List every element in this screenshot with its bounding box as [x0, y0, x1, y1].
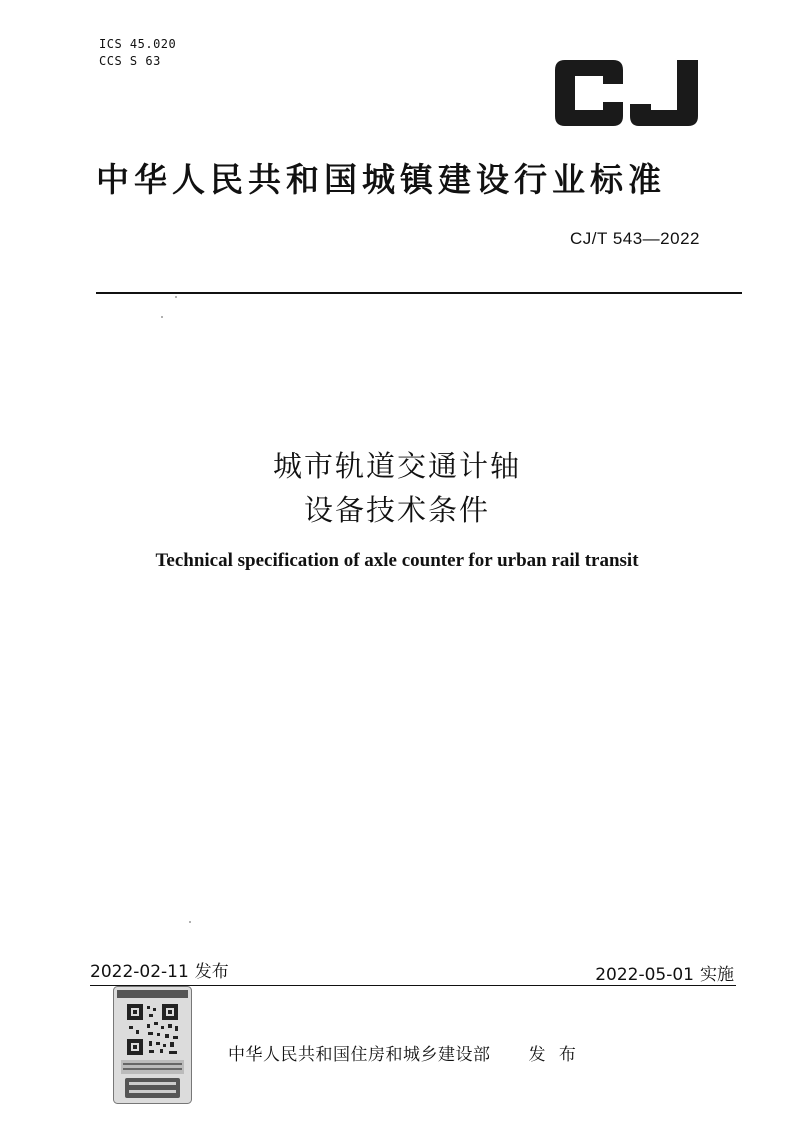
- title-zh-line1: 城市轨道交通计轴: [272, 449, 521, 483]
- scan-speck: [161, 316, 163, 318]
- issue-date: 2022-02-11: [90, 962, 189, 982]
- scan-speck: [189, 921, 191, 923]
- issue-date-block: [90, 957, 229, 982]
- ccs-code: CCS S 63: [99, 54, 161, 68]
- scan-speck: [175, 296, 177, 298]
- cj-logo: [551, 56, 702, 130]
- classification-codes: [99, 36, 176, 70]
- issuer-action: 发 布: [528, 1045, 580, 1065]
- implementation-label: 实施: [700, 965, 734, 985]
- issue-label: 发布: [194, 962, 229, 982]
- document-title-en: Technical specification of axle counter for urban rail transit: [155, 550, 639, 571]
- implementation-date: 2022-05-01: [595, 965, 694, 985]
- issuer-name: 中华人民共和国住房和城乡建设部: [228, 1045, 491, 1065]
- ics-code: ICS 45.020: [99, 37, 177, 51]
- issuing-authority: [228, 1040, 580, 1065]
- standard-category: 中华人民共和国城镇建设行业标准: [96, 160, 666, 199]
- document-title-zh: [0, 444, 794, 532]
- standard-number: CJ/T 543—2022: [570, 229, 700, 248]
- anti-counterfeit-stamp: [113, 986, 192, 1104]
- title-zh-line2: 设备技术条件: [303, 493, 490, 527]
- header-rule: [96, 292, 742, 294]
- implementation-date-block: [595, 960, 734, 985]
